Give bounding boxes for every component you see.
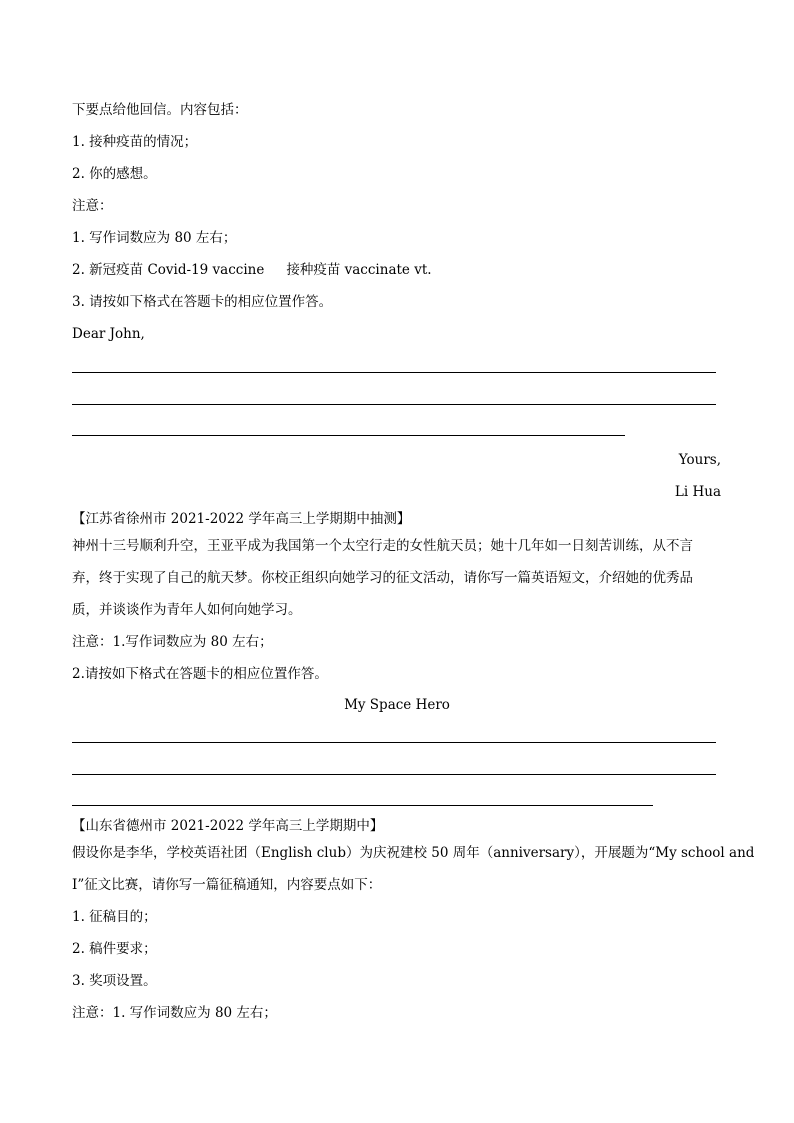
section3-source: 【山东省德州市 2021-2022 学年高三上学期期中】 bbox=[72, 818, 384, 834]
section3-point-3: 3. 奖项设置。 bbox=[72, 973, 157, 989]
letter-closing: Yours, bbox=[678, 452, 721, 468]
section3-body-line-1: 假设你是李华，学校英语社团（English club）为庆祝建校 50 周年（anniversary），开展题为“My school and bbox=[72, 845, 755, 861]
letter-signature: Li Hua bbox=[674, 484, 721, 500]
section1-note-2-vaccinate: 接种疫苗 vaccinate vt. bbox=[286, 262, 432, 278]
section1-note-1: 1. 写作词数应为 80 左右； bbox=[72, 230, 237, 246]
section1-point-1: 1. 接种疫苗的情况； bbox=[72, 134, 198, 150]
letter-salutation: Dear John, bbox=[72, 326, 145, 342]
section2-source: 【江苏省徐州市 2021-2022 学年高三上学期期中抽测】 bbox=[72, 511, 411, 527]
essay-title: My Space Hero bbox=[344, 697, 450, 713]
answer-line bbox=[72, 805, 653, 806]
answer-line bbox=[72, 742, 716, 743]
section1-intro: 下要点给他回信。内容包括： bbox=[72, 102, 248, 118]
section3-note-1: 注意：1. 写作词数应为 80 左右； bbox=[72, 1005, 277, 1021]
section2-body-line-3: 质，并谈谈作为青年人如何向她学习。 bbox=[72, 602, 302, 618]
section1-note-3: 3. 请按如下格式在答题卡的相应位置作答。 bbox=[72, 294, 333, 310]
section2-note-2: 2.请按如下格式在答题卡的相应位置作答。 bbox=[72, 666, 328, 682]
answer-line bbox=[72, 372, 716, 373]
answer-line bbox=[72, 774, 716, 775]
section1-note-2-vaccine: 2. 新冠疫苗 Covid-19 vaccine bbox=[72, 262, 265, 278]
answer-line bbox=[72, 435, 625, 436]
section2-body-line-2: 弃，终于实现了自己的航天梦。你校正组织向她学习的征文活动，请你写一篇英语短文，介绍她的优秀品 bbox=[72, 570, 693, 586]
answer-line bbox=[72, 404, 716, 405]
section1-note-2 bbox=[72, 262, 432, 278]
section2-note-1: 注意：1.写作词数应为 80 左右； bbox=[72, 634, 273, 650]
section2-body-line-1: 神州十三号顺利升空，王亚平成为我国第一个太空行走的女性航天员；她十几年如一日刻苦训练，从不言 bbox=[72, 538, 693, 554]
section1-point-2: 2. 你的感想。 bbox=[72, 166, 157, 182]
section3-body-line-2: I”征文比赛，请你写一篇征稿通知，内容要点如下： bbox=[72, 877, 382, 893]
section3-point-1: 1. 征稿目的； bbox=[72, 909, 157, 925]
section3-point-2: 2. 稿件要求； bbox=[72, 941, 157, 957]
section1-notes-label: 注意： bbox=[72, 198, 113, 214]
